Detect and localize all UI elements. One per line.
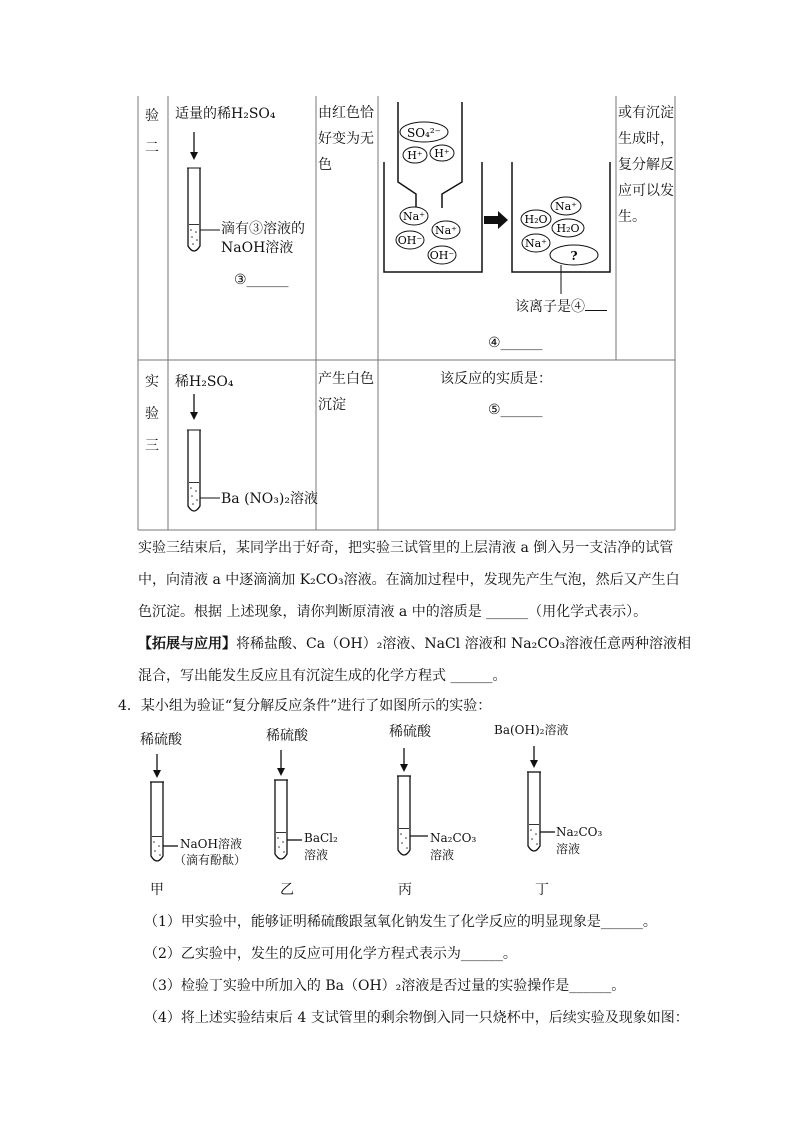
svg-text:H₂O: H₂O xyxy=(524,213,548,226)
tube-bing-reagent: 稀硫酸 xyxy=(389,724,431,740)
exp2-tube-label-2: NaOH溶液 xyxy=(221,240,294,256)
extension-line2: 混合，写出能发生反应且有沉淀生成的化学方程式 ______。 xyxy=(138,668,507,684)
tube-yi-reagent: 稀硫酸 xyxy=(266,728,308,744)
tube-jia-content-1: NaOH溶液 xyxy=(180,837,242,851)
ion-so4: SO₄²⁻ xyxy=(406,126,442,140)
extension-line1: 【拓展与应用】将稀盐酸、Ca（OH）₂溶液、NaCl 溶液和 Na₂CO₃溶液任意两种溶液相 xyxy=(138,636,692,652)
exp3-tube-label: Ba (NO₃)₂溶液 xyxy=(221,491,318,507)
svg-text:Na⁺: Na⁺ xyxy=(403,210,425,223)
svg-text:OH⁻: OH⁻ xyxy=(429,249,455,262)
svg-text:Na⁺: Na⁺ xyxy=(525,237,547,250)
para1-line1: 实验三结束后，某同学出于好奇，把实验三试管里的上层清液 a 倒入另一支洁净的试管 xyxy=(138,540,674,556)
exp2-blank-4: ④______ xyxy=(488,335,543,351)
arrow-down-icon xyxy=(277,768,285,776)
q4-sub4: （4）将上述实验结束后 4 支试管里的剩余物倒入同一只烧杯中，后续实验及现象如图： xyxy=(144,1010,689,1026)
tube-jia-content-2: （滴有酚酞） xyxy=(174,853,247,867)
exp3-blank-5: ⑤______ xyxy=(488,402,543,418)
tube-bing-content-1: Na₂CO₃ xyxy=(430,831,477,845)
extension-heading: 【拓展与应用】 xyxy=(138,636,236,652)
svg-text:Na⁺: Na⁺ xyxy=(555,200,577,213)
four-tubes-figure xyxy=(0,740,794,880)
tube-yi-name: 乙 xyxy=(280,882,294,898)
svg-text:H⁺: H⁺ xyxy=(434,147,450,160)
q4-sub1: （1）甲实验中，能够证明稀硫酸跟氢氧化钠发生了化学反应的明显现象是______。 xyxy=(144,914,657,930)
row-label-exp3: 实 验 三 xyxy=(145,374,159,454)
q4-title: 4．某小组为验证“复分解反应条件”进行了如图所示的实验： xyxy=(118,698,492,714)
tube-ding-content-1: Na₂CO₃ xyxy=(556,825,603,839)
exp2-reagent: 适量的稀H₂SO₄ xyxy=(175,106,276,122)
arrow-right-icon xyxy=(484,211,508,229)
exp2-conclusion: 或有沉淀生成时，复分解反应可以发生。 xyxy=(618,105,674,225)
arrow-down-icon xyxy=(400,764,408,772)
exp3-essence: 该反应的实质是： xyxy=(440,371,552,387)
exp3-reagent: 稀H₂SO₄ xyxy=(175,374,234,390)
tube-yi-content-2: 溶液 xyxy=(304,848,329,862)
svg-text:OH⁻: OH⁻ xyxy=(397,234,423,247)
exp2-blank-3: ③______ xyxy=(234,272,289,288)
tube-jia-reagent: 稀硫酸 xyxy=(140,732,182,748)
ion-reaction-diagram xyxy=(380,98,616,318)
arrow-down-icon xyxy=(190,152,198,160)
tube-ding-reagent: Ba(OH)₂溶液 xyxy=(494,723,569,737)
ion-question: 该离子是④ xyxy=(515,296,607,317)
tube-ding-content-2: 溶液 xyxy=(556,842,581,856)
para1-line2: 中，向清液 a 中逐滴滴加 K₂CO₃溶液。在滴加过程中，发现先产生气泡，然后又产生白 xyxy=(138,572,680,588)
svg-text:?: ? xyxy=(570,249,578,263)
exp3-phenomenon: 产生白色沉淀 xyxy=(318,371,374,413)
arrow-down-icon xyxy=(530,760,538,768)
tube-ding-name: 丁 xyxy=(535,882,549,898)
tube-jia-name: 甲 xyxy=(150,882,164,898)
q4-sub2: （2）乙实验中，发生的反应可用化学方程式表示为______。 xyxy=(144,946,517,962)
exp2-tube-label-1: 滴有③溶液的 xyxy=(221,221,305,237)
tube-bing-content-2: 溶液 xyxy=(430,848,455,862)
arrow-down-icon xyxy=(153,770,161,778)
svg-text:H⁺: H⁺ xyxy=(407,149,423,162)
exp2-test-tube xyxy=(180,130,220,260)
tube-yi-content-1: BaCl₂ xyxy=(304,831,338,845)
para1-line3: 色沉淀。根据 上述现象，请你判断原清液 a 中的溶质是 ______（用化学式表示）。 xyxy=(138,604,648,620)
row-label-exp2: 验 二 xyxy=(145,108,159,156)
arrow-down-icon xyxy=(190,412,198,420)
exp2-phenomenon: 由红色恰好变为无色 xyxy=(318,105,374,173)
tube-bing-name: 丙 xyxy=(398,882,412,898)
svg-text:H₂O: H₂O xyxy=(556,222,580,235)
exp3-test-tube xyxy=(180,392,220,522)
svg-text:Na⁺: Na⁺ xyxy=(435,224,457,237)
q4-sub3: （3）检验丁实验中所加入的 Ba（OH）₂溶液是否过量的实验操作是______。 xyxy=(144,978,626,994)
